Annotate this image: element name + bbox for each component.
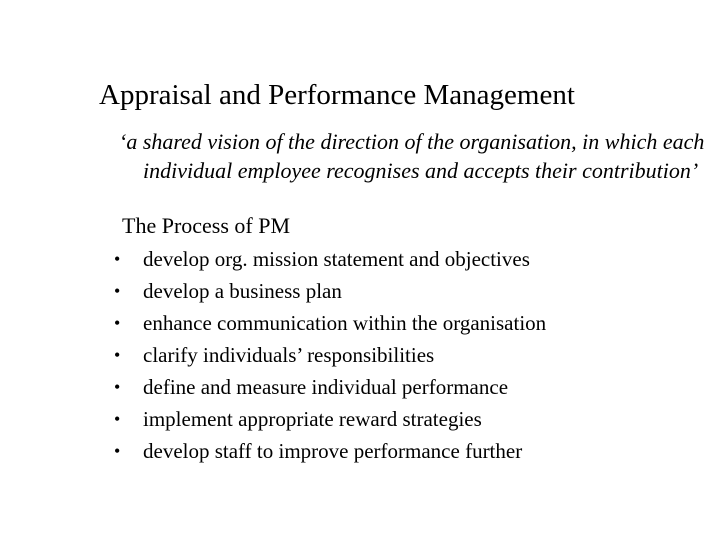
list-item [114,275,546,307]
bullet-icon: • [114,345,121,365]
list-item [114,403,546,435]
list-item [114,243,546,275]
list-item-text: develop org. mission statement and objectives [143,247,530,271]
bullet-icon: • [114,377,121,397]
list-item-text: enhance communication within the organisation [143,311,547,335]
list-item [114,339,546,371]
list-item [114,435,546,467]
process-list [114,243,546,467]
section-heading: The Process of PM [122,213,291,238]
list-item-text: implement appropriate reward strategies [143,407,482,431]
bullet-icon: • [114,313,121,333]
list-item [114,371,546,403]
list-item-text: develop a business plan [143,279,342,303]
list-item [114,307,546,339]
list-item-text: clarify individuals’ responsibilities [143,343,435,367]
bullet-icon: • [114,441,121,461]
definition-quote: ‘a shared vision of the direction of the organisation, in which each individual employee recognises and accepts their contribution’ [119,129,705,183]
slide-title: Appraisal and Performance Management [99,79,575,111]
bullet-icon: • [114,249,121,269]
bullet-icon: • [114,409,121,429]
bullet-icon: • [114,281,121,301]
list-item-text: develop staff to improve performance further [143,439,523,463]
list-item-text: define and measure individual performance [143,375,509,399]
